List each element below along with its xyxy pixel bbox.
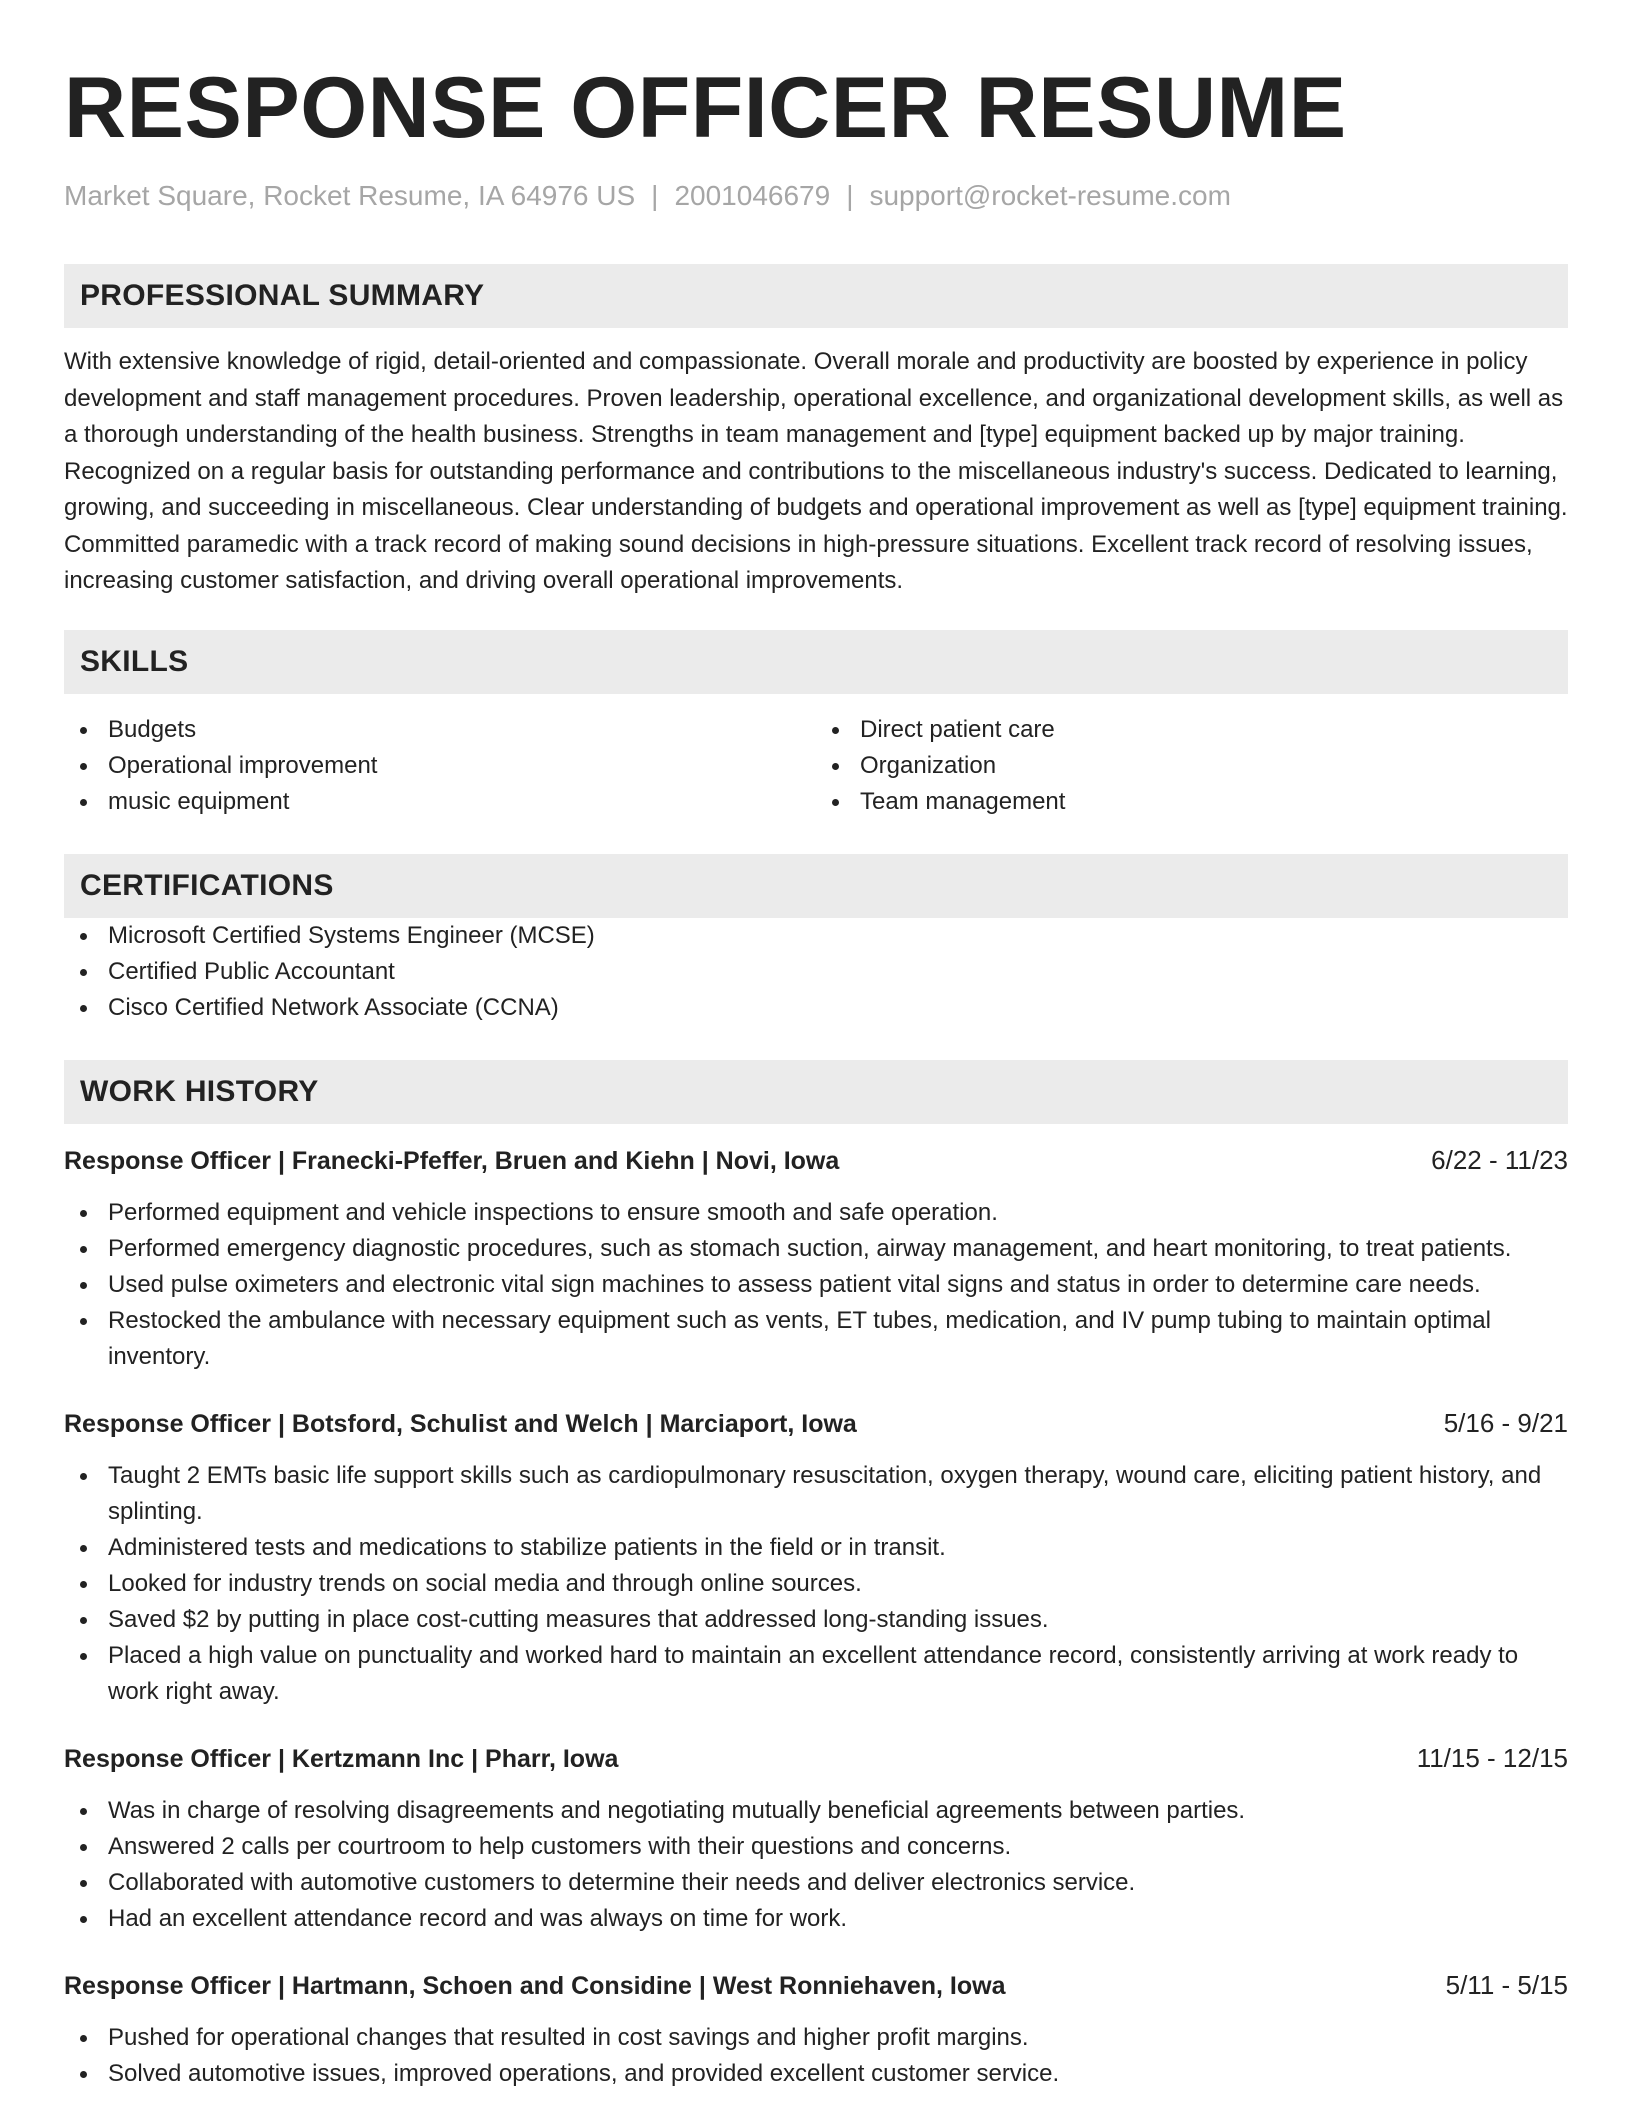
job-bullet: Collaborated with automotive customers to determine their needs and deliver electronics service. — [64, 1865, 1568, 1901]
job-header — [64, 1405, 1568, 1442]
job-bullet: Looked for industry trends on social media and through online sources. — [64, 1566, 1568, 1602]
job-title: Response Officer | Hartmann, Schoen and Considine | West Ronniehaven, Iowa — [64, 1971, 1006, 2000]
job-bullet: Used pulse oximeters and electronic vital sign machines to assess patient vital signs and status in order to determine care needs. — [64, 1267, 1568, 1303]
job-dates: 6/22 - 11/23 — [1431, 1144, 1568, 1175]
certifications-list — [64, 918, 1568, 1026]
skill-item: Operational improvement — [64, 748, 816, 784]
resume-title: RESPONSE OFFICER RESUME — [64, 60, 1347, 156]
job-title: Response Officer | Franecki-Pfeffer, Bruen and Kiehn | Novi, Iowa — [64, 1146, 840, 1175]
job-bullet: Administered tests and medications to stabilize patients in the field or in transit. — [64, 1530, 1568, 1566]
job-bullet: Pushed for operational changes that resulted in cost savings and higher profit margins. — [64, 2020, 1568, 2056]
job-header — [64, 1967, 1568, 2004]
job-entry — [64, 1405, 1568, 1710]
job-bullets — [64, 2020, 1568, 2092]
job-title: Response Officer | Botsford, Schulist and Welch | Marciaport, Iowa — [64, 1409, 857, 1438]
contact-line — [64, 178, 1568, 214]
job-bullet: Performed emergency diagnostic procedures, such as stomach suction, airway management, and heart monitoring, to treat patients. — [64, 1231, 1568, 1267]
skill-item: music equipment — [64, 784, 816, 820]
job-header — [64, 1142, 1568, 1179]
job-bullet: Was in charge of resolving disagreements and negotiating mutually beneficial agreements between parties. — [64, 1793, 1568, 1829]
contact-phone: 2001046679 — [674, 180, 831, 211]
skills-column-left — [64, 712, 816, 820]
job-dates: 5/11 - 5/15 — [1445, 1969, 1568, 2000]
job-bullets — [64, 1195, 1568, 1375]
job-bullets — [64, 1793, 1568, 1937]
skill-item: Budgets — [64, 712, 816, 748]
section-header-certifications: CERTIFICATIONS — [64, 854, 1568, 918]
job-bullets — [64, 1458, 1568, 1710]
skills-grid — [64, 712, 1568, 820]
job-bullet: Taught 2 EMTs basic life support skills such as cardiopulmonary resuscitation, oxygen therapy, wound care, eliciting patient history, and splinting. — [64, 1458, 1568, 1530]
professional-summary-text: With extensive knowledge of rigid, detail-oriented and compassionate. Overall morale and productivity are boosted by experience in policy development and staff management procedures. Proven leadership, operational excellence, and organizational development skills, as well as a thorough understanding of the health business. Strengths in team management and [type] equipment backed up by major training. Recognized on a regular basis for outstanding performance and contributions to the miscellaneous industry's success. Dedicated to learning, growing, and succeeding in miscellaneous. Clear understanding of budgets and operational improvement as well as [type] equipment training. Committed paramedic with a track record of making sound decisions in high-pressure situations. Excellent track record of resolving issues, increasing customer satisfaction, and driving overall operational improvements. — [64, 348, 1568, 594]
job-bullet: Had an excellent attendance record and was always on time for work. — [64, 1901, 1568, 1937]
skills-column-right — [816, 712, 1568, 820]
contact-address: Market Square, Rocket Resume, IA 64976 US — [64, 180, 636, 211]
job-bullet: Placed a high value on punctuality and worked hard to maintain an excellent attendance record, consistently arriving at work ready to work right away. — [64, 1638, 1568, 1710]
certification-item: Cisco Certified Network Associate (CCNA) — [64, 990, 1568, 1026]
job-bullet: Performed equipment and vehicle inspections to ensure smooth and safe operation. — [64, 1195, 1568, 1231]
skill-item: Direct patient care — [816, 712, 1568, 748]
job-bullet: Restocked the ambulance with necessary equipment such as vents, ET tubes, medication, and IV pump tubing to maintain optimal inventory. — [64, 1303, 1568, 1375]
section-header-professional-summary: PROFESSIONAL SUMMARY — [64, 264, 1568, 328]
job-bullet: Solved automotive issues, improved operations, and provided excellent customer service. — [64, 2056, 1568, 2092]
skills-list-left — [64, 712, 816, 820]
job-title: Response Officer | Kertzmann Inc | Pharr, Iowa — [64, 1744, 619, 1773]
job-header — [64, 1740, 1568, 1777]
contact-separator: | — [651, 180, 659, 211]
skill-item: Team management — [816, 784, 1568, 820]
contact-email: support@rocket-resume.com — [869, 180, 1231, 211]
certification-item: Certified Public Accountant — [64, 954, 1568, 990]
job-bullet: Answered 2 calls per courtroom to help customers with their questions and concerns. — [64, 1829, 1568, 1865]
job-entry — [64, 1967, 1568, 2092]
job-dates: 11/15 - 12/15 — [1416, 1742, 1568, 1773]
certification-item: Microsoft Certified Systems Engineer (MCSE) — [64, 918, 1568, 954]
job-entry — [64, 1142, 1568, 1375]
contact-separator: | — [846, 180, 854, 211]
job-bullet: Saved $2 by putting in place cost-cutting measures that addressed long-standing issues. — [64, 1602, 1568, 1638]
skills-list-right — [816, 712, 1568, 820]
skill-item: Organization — [816, 748, 1568, 784]
section-header-skills: SKILLS — [64, 630, 1568, 694]
section-header-work-history: WORK HISTORY — [64, 1060, 1568, 1124]
job-dates: 5/16 - 9/21 — [1443, 1407, 1568, 1438]
job-entry — [64, 1740, 1568, 1937]
